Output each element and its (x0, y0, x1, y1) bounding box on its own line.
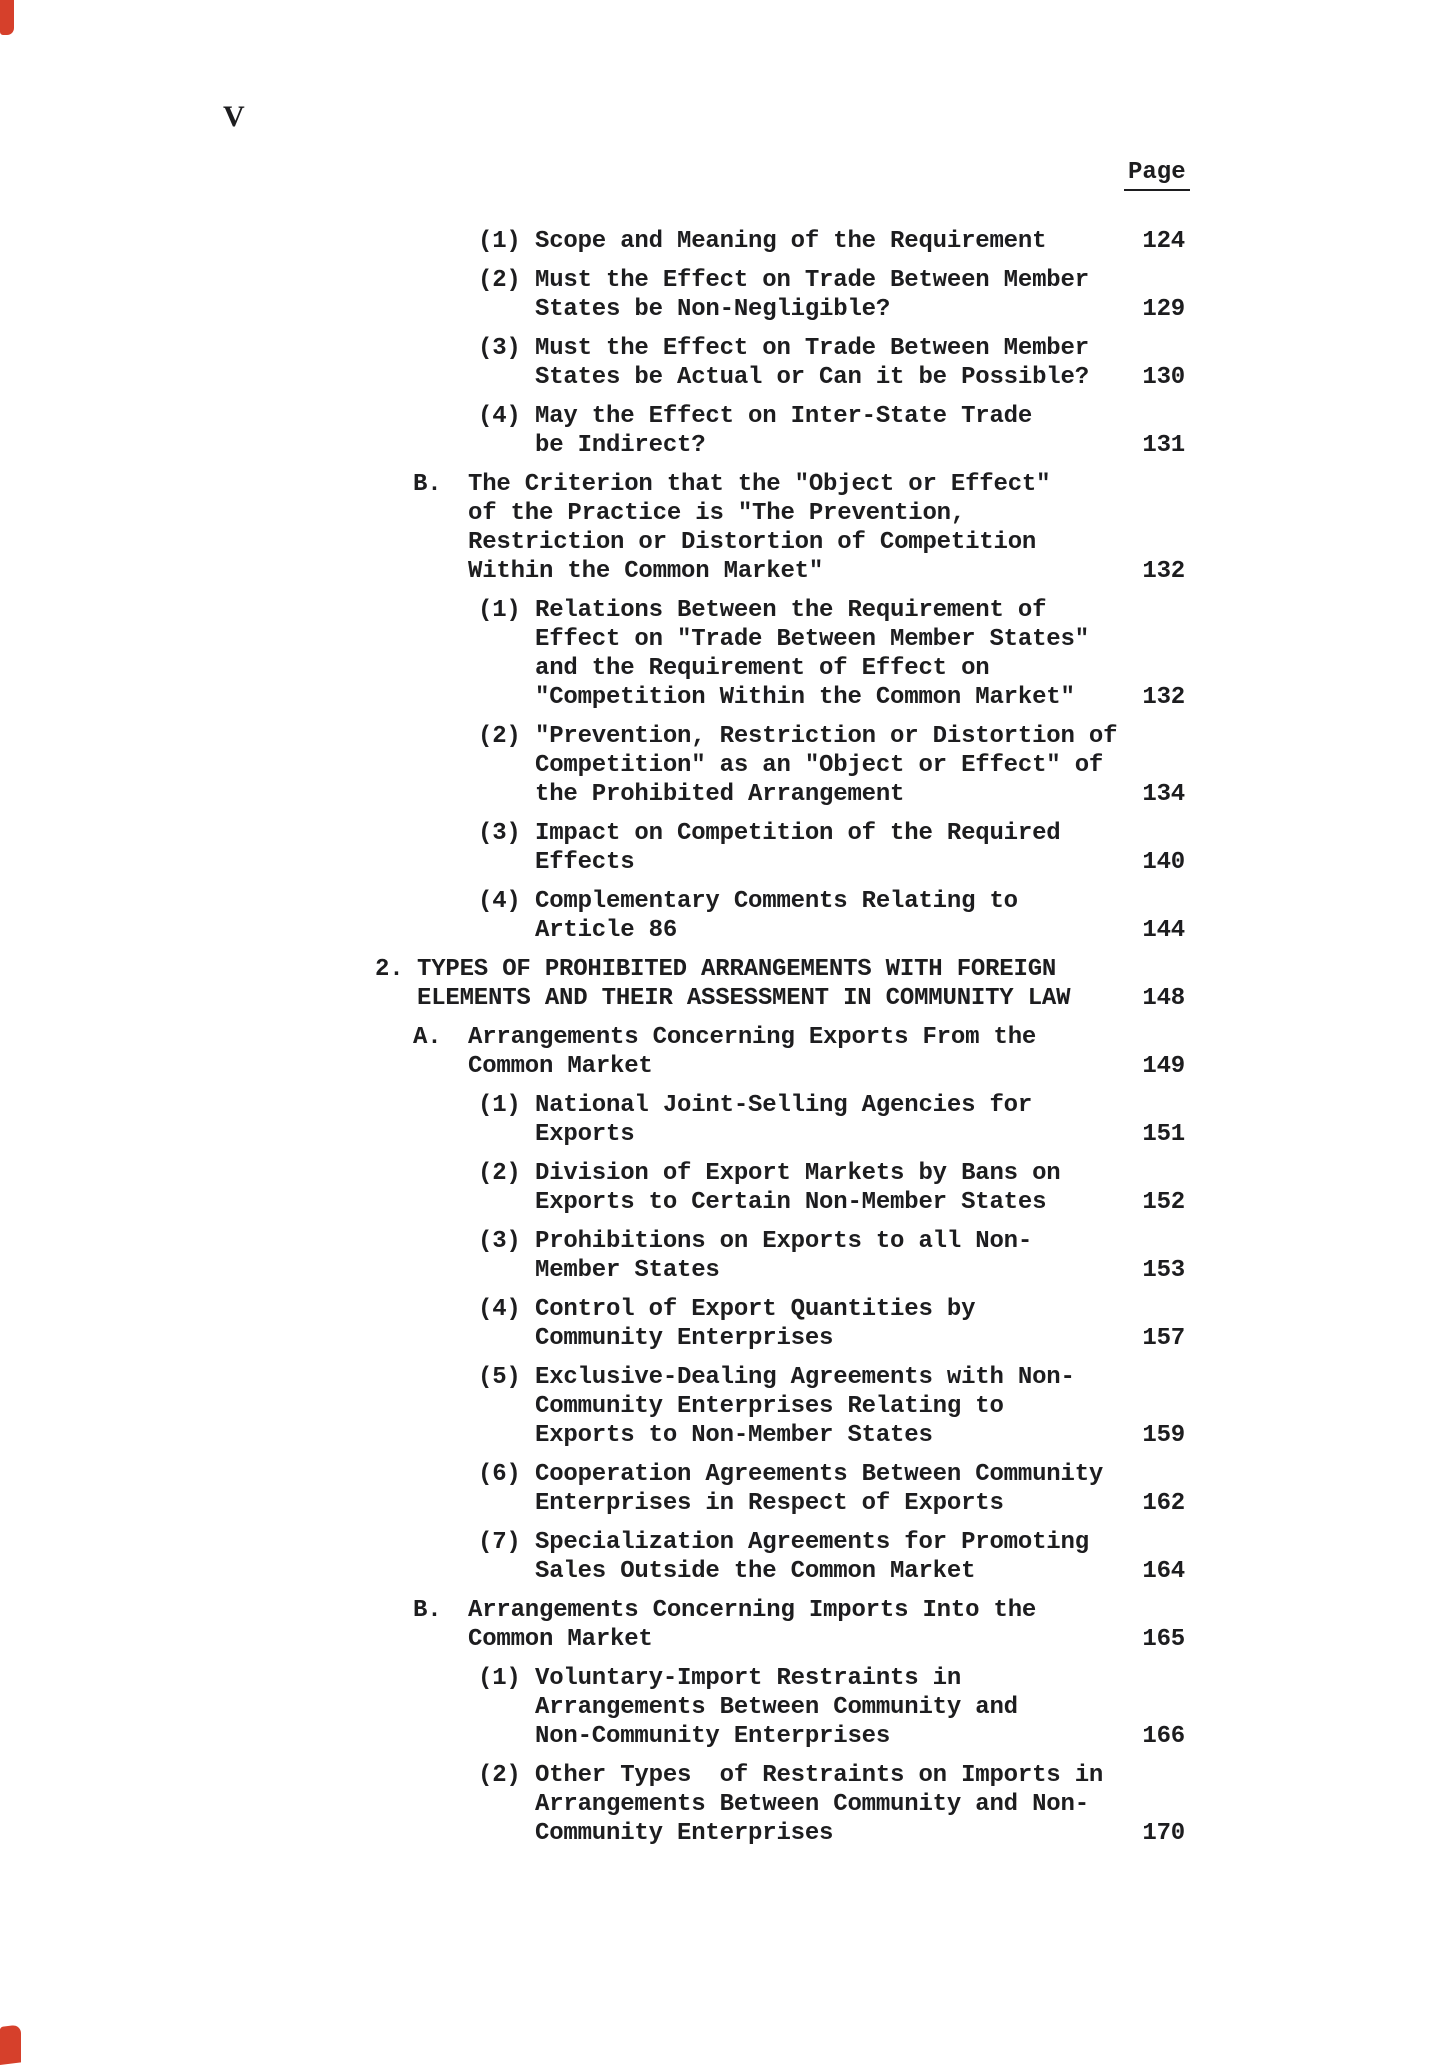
toc-entry (0, 1596, 1438, 1654)
toc-entry-label: (2) (478, 267, 521, 294)
toc-entry-line: TYPES OF PROHIBITED ARRANGEMENTS WITH FOREIGN (417, 956, 1057, 983)
toc-entry-line: "Competition Within the Common Market" (535, 684, 1075, 711)
red-scan-mark-top-left (0, 0, 14, 35)
toc-entry-page: 131 (1142, 432, 1185, 459)
page-column-header: Page (1124, 158, 1190, 191)
toc-entry-lines (535, 1363, 1438, 1450)
toc-entry-line: Arrangements Concerning Exports From the (468, 1024, 1037, 1051)
toc-entry-line: Community Enterprises (535, 1820, 834, 1847)
toc-entry-page: 130 (1142, 364, 1185, 391)
toc-entry-page: 165 (1142, 1626, 1185, 1653)
toc-entry-lines (535, 334, 1438, 392)
toc-entry-line: Impact on Competition of the Required (535, 820, 1061, 847)
toc-entry-lines (535, 1460, 1438, 1518)
toc-entry-line: Arrangements Between Community and Non- (535, 1791, 1089, 1818)
toc-entry-label: (3) (478, 1228, 521, 1255)
toc-entry-page: 164 (1142, 1558, 1185, 1585)
toc-entry-line: Effects (535, 849, 635, 876)
toc-entry-line: Arrangements Between Community and (535, 1694, 1018, 1721)
toc-entry (0, 1761, 1438, 1848)
toc-entry-label: (2) (478, 723, 521, 750)
toc-entry-page: 140 (1142, 849, 1185, 876)
toc-entry-lines (535, 722, 1438, 809)
toc-entry-page: 153 (1142, 1257, 1185, 1284)
toc-entry-page: 129 (1142, 296, 1185, 323)
toc-entry-page: 144 (1142, 917, 1185, 944)
toc-entry-lines (535, 1528, 1438, 1586)
toc-entry (0, 334, 1438, 392)
toc-entry-page: 124 (1142, 228, 1185, 255)
toc-entry-lines (535, 1761, 1438, 1848)
toc-entry-line: Exports (535, 1121, 635, 1148)
toc-entry-line: Division of Export Markets by Bans on (535, 1160, 1061, 1187)
toc-entry-label: (2) (478, 1160, 521, 1187)
toc-entry-line: Other Types of Restraints on Imports in (535, 1762, 1104, 1789)
toc-entry-label: (4) (478, 888, 521, 915)
toc-entry-line: Common Market (468, 1053, 653, 1080)
toc-entry-line: Arrangements Concerning Imports Into the (468, 1597, 1037, 1624)
toc-entry-line: The Criterion that the "Object or Effect" (468, 471, 1051, 498)
toc-entry-label: B. (413, 1597, 442, 1624)
toc-entry-line: ELEMENTS AND THEIR ASSESSMENT IN COMMUNITY LAW (417, 985, 1071, 1012)
toc-entry-line: Exports to Certain Non-Member States (535, 1189, 1047, 1216)
toc-entry-line: Exclusive-Dealing Agreements with Non- (535, 1364, 1075, 1391)
toc-entry-page: 149 (1142, 1053, 1185, 1080)
toc-entry (0, 1023, 1438, 1081)
toc-entry-line: and the Requirement of Effect on (535, 655, 990, 682)
toc-entry-lines (535, 1664, 1438, 1751)
toc-list (0, 227, 1438, 1858)
toc-entry (0, 1227, 1438, 1285)
toc-entry-page: 157 (1142, 1325, 1185, 1352)
toc-entry-lines (535, 596, 1438, 712)
toc-entry-label: B. (413, 471, 442, 498)
toc-entry-label: (2) (478, 1762, 521, 1789)
toc-entry-line: Member States (535, 1257, 720, 1284)
toc-entry-page: 148 (1142, 985, 1185, 1012)
toc-entry-line: "Prevention, Restriction or Distortion of (535, 723, 1118, 750)
toc-entry-line: Voluntary-Import Restraints in (535, 1665, 962, 1692)
toc-entry-lines (535, 819, 1438, 877)
toc-entry-label: (1) (478, 1665, 521, 1692)
toc-entry-line: Must the Effect on Trade Between Member (535, 335, 1089, 362)
toc-entry-label: (3) (478, 335, 521, 362)
toc-entry-line: Community Enterprises (535, 1325, 834, 1352)
toc-entry-line: States be Actual or Can it be Possible? (535, 364, 1089, 391)
toc-entry-page: 132 (1142, 684, 1185, 711)
toc-entry (0, 887, 1438, 945)
toc-entry-line: of the Practice is "The Prevention, (468, 500, 966, 527)
folio-page-number: V (223, 100, 245, 133)
toc-entry-page: 166 (1142, 1723, 1185, 1750)
toc-entry-label: (4) (478, 403, 521, 430)
toc-entry (0, 596, 1438, 712)
toc-entry-line: Must the Effect on Trade Between Member (535, 267, 1089, 294)
toc-entry-page: 134 (1142, 781, 1185, 808)
toc-entry-line: Scope and Meaning of the Requirement (535, 228, 1047, 255)
toc-entry-line: Non-Community Enterprises (535, 1723, 891, 1750)
toc-entry (0, 1664, 1438, 1751)
toc-entry-line: Sales Outside the Common Market (535, 1558, 976, 1585)
toc-entry-label: A. (413, 1024, 442, 1051)
toc-entry-line: Enterprises in Respect of Exports (535, 1490, 1004, 1517)
toc-entry (0, 1528, 1438, 1586)
toc-entry-page: 159 (1142, 1422, 1185, 1449)
toc-entry-line: Complementary Comments Relating to (535, 888, 1018, 915)
toc-entry-line: the Prohibited Arrangement (535, 781, 905, 808)
toc-entry (0, 1295, 1438, 1353)
toc-entry-page: 162 (1142, 1490, 1185, 1517)
toc-entry-line: Article 86 (535, 917, 678, 944)
toc-entry (0, 1159, 1438, 1217)
toc-entry-lines (468, 470, 1438, 586)
toc-entry (0, 266, 1438, 324)
toc-entry-line: Competition" as an "Object or Effect" of (535, 752, 1104, 779)
toc-entry-lines (535, 1091, 1438, 1149)
toc-entry-line: Community Enterprises Relating to (535, 1393, 1004, 1420)
toc-entry-line: National Joint-Selling Agencies for (535, 1092, 1033, 1119)
toc-entry-line: Restriction or Distortion of Competition (468, 529, 1037, 556)
toc-entry-label: (1) (478, 1092, 521, 1119)
red-scan-mark-bottom-left (0, 2024, 21, 2065)
toc-entry-label: (3) (478, 820, 521, 847)
toc-entry-label: (5) (478, 1364, 521, 1391)
toc-entry-lines (535, 1295, 1438, 1353)
toc-entry-line: Exports to Non-Member States (535, 1422, 933, 1449)
toc-entry (0, 1091, 1438, 1149)
toc-entry (0, 227, 1438, 256)
toc-entry-line: Prohibitions on Exports to all Non- (535, 1228, 1033, 1255)
toc-entry-lines (535, 1159, 1438, 1217)
toc-entry-lines (535, 887, 1438, 945)
toc-entry-lines (535, 1227, 1438, 1285)
toc-entry (0, 1363, 1438, 1450)
toc-entry-line: Within the Common Market" (468, 558, 824, 585)
toc-entry-line: May the Effect on Inter-State Trade (535, 403, 1033, 430)
toc-entry-label: (4) (478, 1296, 521, 1323)
toc-entry (0, 722, 1438, 809)
toc-entry-lines (468, 1596, 1438, 1654)
toc-entry-lines (535, 402, 1438, 460)
toc-entry (0, 402, 1438, 460)
toc-entry-line: States be Non-Negligible? (535, 296, 891, 323)
toc-entry-line: Cooperation Agreements Between Community (535, 1461, 1104, 1488)
toc-entry-line: Common Market (468, 1626, 653, 1653)
toc-entry (0, 955, 1438, 1013)
toc-entry-label: 2. (375, 956, 404, 983)
toc-entry (0, 819, 1438, 877)
toc-entry-lines (417, 955, 1438, 1013)
toc-entry-page: 132 (1142, 558, 1185, 585)
toc-entry-label: (6) (478, 1461, 521, 1488)
toc-entry-lines (535, 266, 1438, 324)
toc-entry-line: be Indirect? (535, 432, 706, 459)
toc-entry (0, 470, 1438, 586)
toc-entry-label: (1) (478, 228, 521, 255)
toc-entry-label: (1) (478, 597, 521, 624)
toc-entry-lines (535, 227, 1438, 256)
toc-entry-page: 151 (1142, 1121, 1185, 1148)
toc-entry-page: 170 (1142, 1820, 1185, 1847)
toc-entry-line: Control of Export Quantities by (535, 1296, 976, 1323)
toc-entry-line: Relations Between the Requirement of (535, 597, 1047, 624)
toc-entry (0, 1460, 1438, 1518)
toc-entry-line: Effect on "Trade Between Member States" (535, 626, 1089, 653)
toc-entry-page: 152 (1142, 1189, 1185, 1216)
toc-entry-lines (468, 1023, 1438, 1081)
toc-entry-label: (7) (478, 1529, 521, 1556)
toc-entry-line: Specialization Agreements for Promoting (535, 1529, 1089, 1556)
